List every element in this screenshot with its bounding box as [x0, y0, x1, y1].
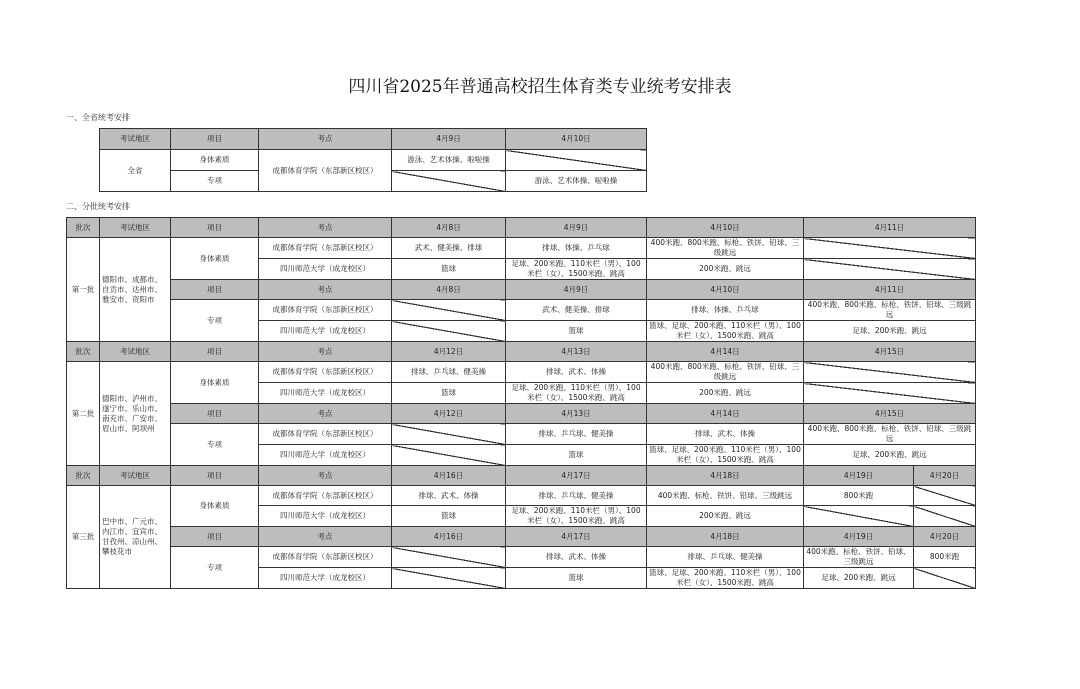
section-1-heading: 一、全省统考安排 — [66, 113, 130, 122]
header-item: 项目 — [171, 342, 259, 362]
header-date: 4月14日 — [647, 342, 804, 362]
schedule-cell: 篮球 — [506, 321, 647, 342]
schedule-cell: 足球、200米跑、跳远 — [804, 445, 976, 466]
header-venue: 考点 — [259, 342, 392, 362]
schedule-cell: 篮球、足球、200米跑、110米栏（男）、100米栏（女）、1500米跑、跳高 — [647, 321, 804, 342]
header-item: 项目 — [171, 280, 259, 300]
header-date: 4月11日 — [804, 280, 976, 300]
empty-slot-cell — [506, 150, 647, 171]
header-date: 4月15日 — [804, 342, 976, 362]
schedule-cell: 200米跑、跳远 — [647, 383, 804, 404]
header-date: 4月10日 — [647, 280, 804, 300]
header-date: 4月9日 — [392, 129, 506, 150]
schedule-cell: 400米跑、800米跑、标枪、铁饼、铅球、三级跳远 — [804, 424, 976, 445]
schedule-cell: 200米跑、跳远 — [647, 506, 804, 527]
item-cell: 专项 — [171, 300, 259, 342]
region-cell: 巴中市、广元市、内江市、宜宾市、甘孜州、凉山州、攀枝花市 — [100, 486, 171, 589]
venue-cell: 成都体育学院（东部新区校区） — [259, 486, 392, 506]
empty-slot-cell — [392, 445, 506, 466]
header-date: 4月10日 — [506, 129, 647, 150]
empty-slot-cell — [392, 424, 506, 445]
header-date: 4月16日 — [392, 466, 506, 486]
empty-slot-cell — [804, 238, 976, 259]
schedule-cell: 足球、200米跑、110米栏（男）、100米栏（女）、1500米跑、跳高 — [506, 506, 647, 527]
schedule-cell: 排球、体操、乒乓球 — [506, 238, 647, 259]
header-date: 4月9日 — [506, 280, 647, 300]
schedule-cell: 排球、乒乓球、健美操 — [506, 486, 647, 506]
schedule-cell: 800米跑 — [914, 547, 976, 568]
schedule-cell: 排球、武术、体操 — [506, 362, 647, 383]
schedule-cell: 游泳、艺术体操、啦啦操 — [506, 171, 647, 192]
schedule-cell: 200米跑、跳远 — [647, 259, 804, 280]
schedule-cell: 400米跑、800米跑、标枪、铁饼、铅球、三级跳远 — [647, 362, 804, 383]
schedule-cell: 400米跑、800米跑、标枪、铁饼、铅球、三级跳远 — [647, 238, 804, 259]
header-item: 项目 — [171, 466, 259, 486]
venue-cell: 成都体育学院（东部新区校区） — [259, 424, 392, 445]
schedule-cell: 排球、武术、体操 — [647, 424, 804, 445]
schedule-cell: 排球、乒乓球、健美操 — [647, 547, 804, 568]
item-cell: 身体素质 — [171, 150, 259, 171]
header-item: 项目 — [171, 527, 259, 547]
venue-cell: 成都体育学院（东部新区校区） — [259, 300, 392, 321]
item-cell: 专项 — [171, 171, 259, 192]
schedule-cell: 排球、乒乓球、健美操 — [506, 424, 647, 445]
provincewide-schedule-table — [99, 128, 647, 192]
venue-cell: 四川师范大学（成龙校区） — [259, 568, 392, 589]
header-venue: 考点 — [259, 218, 392, 238]
region-cell: 德阳市、泸州市、遂宁市、乐山市、南充市、广安市、眉山市、阿坝州 — [100, 362, 171, 466]
header-date: 4月10日 — [647, 218, 804, 238]
venue-cell: 成都体育学院（东部新区校区） — [259, 362, 392, 383]
venue-cell: 成都体育学院（东部新区校区） — [259, 238, 392, 259]
header-date: 4月17日 — [506, 466, 647, 486]
header-venue: 考点 — [259, 527, 392, 547]
schedule-cell: 排球、体操、乒乓球 — [647, 300, 804, 321]
schedule-cell: 武术、健美操、排球 — [506, 300, 647, 321]
header-venue: 考点 — [259, 404, 392, 424]
header-date: 4月18日 — [647, 466, 804, 486]
header-batch: 批次 — [67, 342, 100, 362]
batch-name-cell: 第二批 — [67, 362, 100, 466]
venue-cell: 四川师范大学（成龙校区） — [259, 321, 392, 342]
empty-slot-cell — [804, 362, 976, 383]
header-date: 4月19日 — [804, 466, 914, 486]
venue-cell: 四川师范大学（成龙校区） — [259, 506, 392, 527]
empty-slot-cell — [914, 486, 976, 506]
item-cell: 身体素质 — [171, 486, 259, 527]
header-date: 4月8日 — [392, 218, 506, 238]
header-date: 4月17日 — [506, 527, 647, 547]
header-region: 考试地区 — [100, 342, 171, 362]
region-cell: 德阳市、成都市、自贡市、达州市、雅安市、资阳市 — [100, 238, 171, 342]
schedule-cell: 篮球、足球、200米跑、110米栏（男）、100米栏（女）、1500米跑、跳高 — [647, 568, 804, 589]
schedule-cell: 足球、200米跑、跳远 — [804, 568, 914, 589]
header-date: 4月9日 — [506, 218, 647, 238]
header-date: 4月12日 — [392, 404, 506, 424]
region-cell: 全省 — [100, 150, 171, 192]
header-region: 考试地区 — [100, 218, 171, 238]
venue-cell: 成都体育学院（东部新区校区） — [259, 547, 392, 568]
header-date: 4月18日 — [647, 527, 804, 547]
schedule-cell: 排球、武术、体操 — [506, 547, 647, 568]
empty-slot-cell — [914, 568, 976, 589]
schedule-cell: 排球、武术、体操 — [392, 486, 506, 506]
schedule-cell: 篮球 — [506, 568, 647, 589]
empty-slot-cell — [392, 547, 506, 568]
header-date: 4月13日 — [506, 404, 647, 424]
schedule-cell: 足球、200米跑、110米栏（男）、100米栏（女）、1500米跑、跳高 — [506, 383, 647, 404]
schedule-cell: 400米跑、标枪、铁饼、铅球、三级跳远 — [804, 547, 914, 568]
header-batch: 批次 — [67, 218, 100, 238]
schedule-cell: 篮球、足球、200米跑、110米栏（男）、100米栏（女）、1500米跑、跳高 — [647, 445, 804, 466]
venue-cell: 成都体育学院（东部新区校区） — [259, 150, 392, 192]
venue-cell: 四川师范大学（成龙校区） — [259, 259, 392, 280]
empty-slot-cell — [914, 506, 976, 527]
schedule-cell: 800米跑 — [804, 486, 914, 506]
schedule-cell: 400米跑、800米跑、标枪、铁饼、铅球、三级跳远 — [804, 300, 976, 321]
batch-name-cell: 第三批 — [67, 486, 100, 589]
batch-name-cell: 第一批 — [67, 238, 100, 342]
header-date: 4月19日 — [804, 527, 914, 547]
empty-slot-cell — [804, 383, 976, 404]
schedule-cell: 排球、乒乓球、健美操 — [392, 362, 506, 383]
schedule-cell: 篮球 — [506, 445, 647, 466]
header-date: 4月12日 — [392, 342, 506, 362]
venue-cell: 四川师范大学（成龙校区） — [259, 383, 392, 404]
header-date: 4月14日 — [647, 404, 804, 424]
header-venue: 考点 — [259, 280, 392, 300]
item-cell: 专项 — [171, 547, 259, 589]
header-region: 考试地区 — [100, 129, 171, 150]
header-item: 项目 — [171, 129, 259, 150]
schedule-cell: 武术、健美操、排球 — [392, 238, 506, 259]
item-cell: 身体素质 — [171, 362, 259, 404]
header-date: 4月20日 — [914, 466, 976, 486]
batch-schedule-table — [66, 217, 976, 589]
header-date: 4月11日 — [804, 218, 976, 238]
header-date: 4月13日 — [506, 342, 647, 362]
empty-slot-cell — [804, 506, 914, 527]
section-2-heading: 二、分批统考安排 — [66, 202, 130, 211]
empty-slot-cell — [392, 321, 506, 342]
header-item: 项目 — [171, 218, 259, 238]
header-date: 4月16日 — [392, 527, 506, 547]
header-date: 4月15日 — [804, 404, 976, 424]
item-cell: 身体素质 — [171, 238, 259, 280]
schedule-cell: 足球、200米跑、跳远 — [804, 321, 976, 342]
page-title: 四川省2025年普通高校招生体育类专业统考安排表 — [348, 77, 732, 97]
empty-slot-cell — [804, 259, 976, 280]
schedule-cell: 足球、200米跑、110米栏（男）、100米栏（女）、1500米跑、跳高 — [506, 259, 647, 280]
venue-cell: 四川师范大学（成龙校区） — [259, 445, 392, 466]
empty-slot-cell — [392, 568, 506, 589]
schedule-cell: 篮球 — [392, 259, 506, 280]
schedule-cell: 400米跑、标枪、铁饼、铅球、三级跳远 — [647, 486, 804, 506]
header-item: 项目 — [171, 404, 259, 424]
header-date: 4月8日 — [392, 280, 506, 300]
empty-slot-cell — [392, 171, 506, 192]
header-date: 4月20日 — [914, 527, 976, 547]
item-cell: 专项 — [171, 424, 259, 466]
schedule-cell: 篮球 — [392, 506, 506, 527]
header-region: 考试地区 — [100, 466, 171, 486]
header-batch: 批次 — [67, 466, 100, 486]
schedule-cell: 游泳、艺术体操、啦啦操 — [392, 150, 506, 171]
header-venue: 考点 — [259, 129, 392, 150]
header-venue: 考点 — [259, 466, 392, 486]
empty-slot-cell — [392, 300, 506, 321]
schedule-cell: 篮球 — [392, 383, 506, 404]
